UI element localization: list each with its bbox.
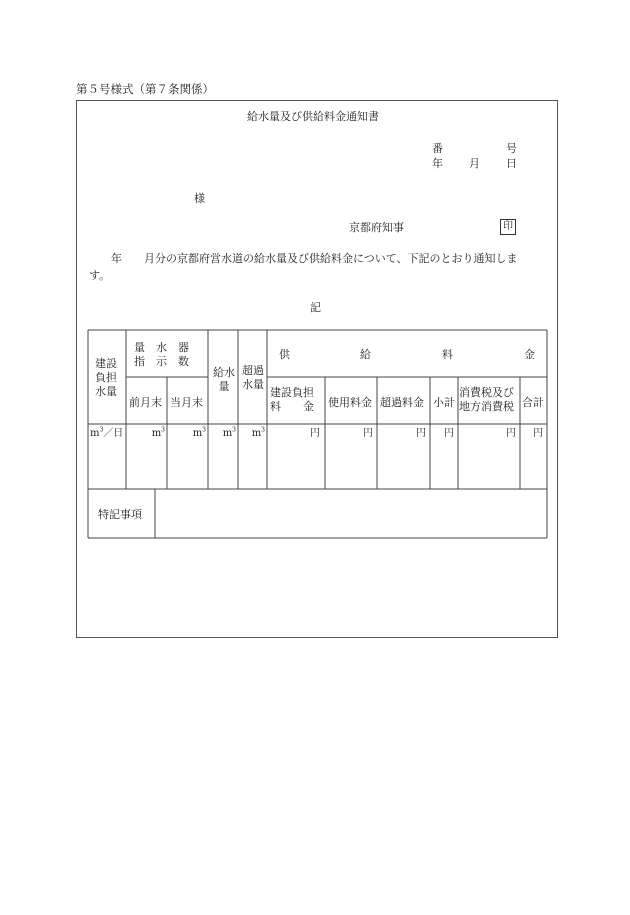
unit-m3-prev xyxy=(150,428,165,441)
date-month-label: 月 xyxy=(469,157,480,170)
unit-m3-curr xyxy=(190,428,206,441)
meter-header-line1: 量 水 器 xyxy=(134,341,189,354)
unit-m3-kyusui xyxy=(220,428,236,441)
supply-fee-char-3: 料 xyxy=(442,348,453,361)
issuer-name: 京都府知事 xyxy=(349,221,404,234)
tax-header xyxy=(459,386,514,414)
unit-yen-shokei: 円 xyxy=(444,428,454,439)
unit-m: m xyxy=(90,428,100,439)
ki-heading: 記 xyxy=(310,301,321,314)
unit-cube: 3 xyxy=(232,426,236,434)
tokki-jiko-field[interactable] xyxy=(156,490,546,537)
unit-m3-choka xyxy=(249,428,265,441)
kensetsu-ryokin-line1: 建設負担 xyxy=(270,386,314,399)
date-day-label: 日 xyxy=(506,157,517,170)
choka-suiryo-line1: 超過 xyxy=(242,364,264,377)
unit-cube: 3 xyxy=(202,426,206,434)
choka-suiryo-header xyxy=(240,364,266,392)
choka-ryokin-header: 超過料金 xyxy=(380,396,424,409)
body-text-line1: 年 月分の京都府営水道の給水量及び供給料金について、下記のとおり通知しま xyxy=(89,252,518,265)
unit-m: m xyxy=(222,428,233,439)
kensetsu-futan-ryokin-header xyxy=(270,386,314,414)
unit-cube: 3 xyxy=(99,426,104,434)
kensetsu-futan-suiryo-header xyxy=(95,357,117,398)
document-title: 給水量及び供給料金通知書 xyxy=(247,110,379,123)
kyusuiryo-line1: 給水 xyxy=(213,366,235,379)
supply-fee-char-2: 給 xyxy=(360,348,371,361)
meter-reading-header xyxy=(134,341,189,369)
meter-header-line2: 指 示 数 xyxy=(134,354,189,368)
unit-cube: 3 xyxy=(261,426,265,434)
unit-per-day: ／日 xyxy=(103,428,124,439)
unit-yen-gokei: 円 xyxy=(533,428,543,439)
gokei-header: 合計 xyxy=(522,396,544,409)
choka-suiryo-line2: 水量 xyxy=(242,377,264,391)
curr-month-end-header: 当月末 xyxy=(170,396,203,409)
unit-m: m xyxy=(192,428,203,439)
unit-yen-choka: 円 xyxy=(416,428,426,439)
supply-fee-char-4: 金 xyxy=(524,348,535,361)
tokki-jiko-label: 特記事項 xyxy=(98,508,142,521)
form-number-label: 第５号様式（第７条関係） xyxy=(76,82,214,96)
kensetsu-line2: 負担 xyxy=(95,370,117,384)
tax-line2: 地方消費税 xyxy=(459,399,514,413)
unit-cube: 3 xyxy=(161,426,165,434)
addressee-suffix: 様 xyxy=(194,192,205,205)
unit-m: m xyxy=(151,428,162,439)
kyusuiryo-line2: 量 xyxy=(218,379,230,393)
unit-m3-per-day xyxy=(90,428,123,441)
unit-yen-tax: 円 xyxy=(506,428,516,439)
number-go-label: 号 xyxy=(506,142,517,155)
tax-line1: 消費税及び xyxy=(459,386,514,399)
kensetsu-line1: 建設 xyxy=(95,357,117,370)
kensetsu-line3: 水量 xyxy=(95,384,117,398)
shokei-header: 小計 xyxy=(433,396,455,409)
number-ban-label: 番 xyxy=(432,142,443,155)
prev-month-end-header: 前月末 xyxy=(129,396,162,409)
body-text-line2: す。 xyxy=(89,269,111,282)
date-year-label: 年 xyxy=(432,157,443,170)
unit-yen-shiyo: 円 xyxy=(363,428,373,439)
unit-yen-kensetsu: 円 xyxy=(310,428,320,439)
shiyo-ryokin-header: 使用料金 xyxy=(328,396,372,409)
kyusuiryo-header xyxy=(211,366,237,394)
unit-m: m xyxy=(251,428,262,439)
seal-mark: 印 xyxy=(500,219,516,235)
kensetsu-ryokin-line2: 料 金 xyxy=(270,399,314,413)
supply-fee-char-1: 供 xyxy=(279,348,290,361)
